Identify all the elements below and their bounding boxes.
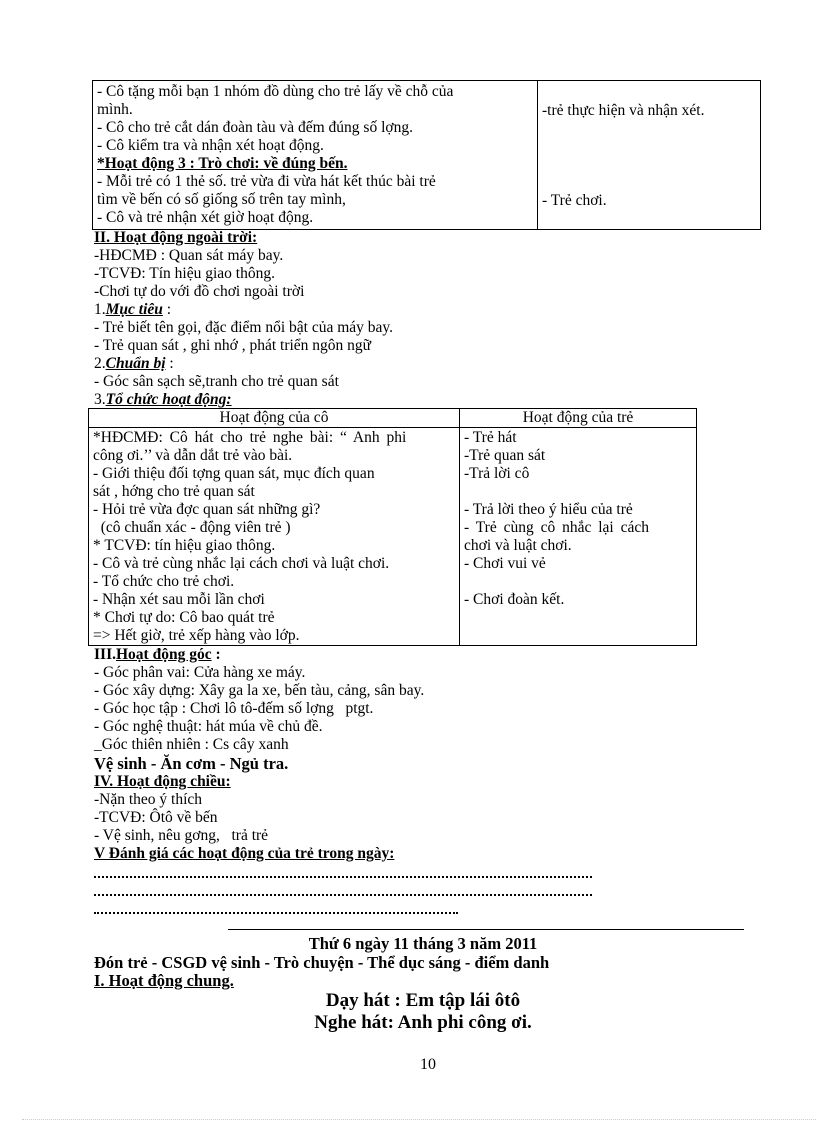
page-edge bbox=[22, 1119, 816, 1120]
table2-right-line: chơi và luật chơi. bbox=[464, 537, 572, 554]
header-child: Hoạt động của trẻ bbox=[460, 409, 697, 428]
evaluation-dotted-line bbox=[94, 894, 592, 896]
table2-line: - Cô và trẻ cùng nhắc lại cách chơi và luật chơi. bbox=[93, 555, 390, 572]
section2-line: -TCVĐ: Tín hiệu giao thông. bbox=[94, 265, 275, 282]
section3-heading bbox=[94, 646, 754, 664]
goal-colon: : bbox=[162, 301, 172, 318]
page-number: 10 bbox=[420, 1056, 436, 1073]
table2-line: - Hỏi trẻ vừa đợc quan sát những gì? bbox=[93, 501, 321, 518]
table2-right-line: - Trả lời theo ý hiểu của trẻ bbox=[464, 501, 633, 518]
table1-right-line: - Trẻ chơi. bbox=[542, 192, 607, 209]
header-teacher: Hoạt động của cô bbox=[89, 409, 460, 428]
table2-right-line: -Trả lời cô bbox=[464, 465, 530, 482]
evaluation-dotted-line bbox=[94, 912, 458, 914]
teacher-activities-cell bbox=[93, 81, 538, 230]
goal-heading bbox=[94, 301, 754, 319]
afternoon-line: -TCVĐ: Ôtô về bến bbox=[94, 809, 218, 826]
table1-line: - Cô cho trẻ cắt dán đoàn tàu và đếm đúng số lợng. bbox=[97, 119, 413, 136]
afternoon-line: - Vệ sinh, nêu gơng, trả trẻ bbox=[94, 827, 269, 844]
table2-line: - Giới thiệu đối tợng quan sát, mục đích quan bbox=[93, 465, 375, 482]
activity3-title: *Hoạt động 3 : Trò chơi: về đúng bến. bbox=[97, 155, 348, 172]
table1-line: - Cô kiểm tra và nhận xét hoạt động. bbox=[97, 137, 324, 154]
prep-number: 2. bbox=[94, 355, 106, 372]
table2-right-line: - Chơi vui vẻ bbox=[464, 555, 546, 572]
goal-line: - Trẻ quan sát , ghi nhớ , phát triển ngôn ngữ bbox=[94, 337, 372, 354]
evaluation-dotted-line bbox=[94, 876, 592, 878]
table1-line: - Cô tặng mỗi bạn 1 nhóm đồ dùng cho trẻ lấy về chỗ của bbox=[97, 83, 454, 100]
hygiene-line: Vệ sinh - Ăn cơm - Ngủ tra. bbox=[94, 754, 289, 773]
lesson-subtitle: Nghe hát: Anh phi công ơi. bbox=[314, 1012, 532, 1033]
section2-line: -HĐCMĐ : Quan sát máy bay. bbox=[94, 247, 284, 264]
prep-heading bbox=[94, 355, 754, 373]
table1-line: tìm về bến có số giống số trên tay mình, bbox=[97, 191, 346, 208]
section4-heading: IV. Hoạt động chiều: bbox=[94, 773, 231, 790]
section-divider bbox=[228, 929, 744, 930]
corner-line: - Góc phân vai: Cửa hàng xe máy. bbox=[94, 664, 306, 681]
section2-heading: II. Hoạt động ngoài trời: bbox=[94, 229, 258, 246]
day-title: Thứ 6 ngày 11 tháng 3 năm 2011 bbox=[308, 934, 538, 953]
section2-line: -Chơi tự do với đồ chơi ngoài trời bbox=[94, 283, 305, 300]
table2-line: * Chơi tự do: Cô bao quát trẻ bbox=[93, 609, 275, 626]
teacher-activities-cell bbox=[89, 428, 460, 646]
section3-colon: : bbox=[211, 646, 221, 663]
table1-right-line: -trẻ thực hiện và nhận xét. bbox=[542, 102, 705, 119]
org-title: Tổ chức hoạt động: bbox=[105, 391, 232, 408]
corner-line: - Góc nghệ thuật: hát múa về chủ đề. bbox=[94, 718, 323, 735]
table1-line: - Mỗi trẻ có 1 thẻ số. trẻ vừa đi vừa hát kết thúc bài trẻ bbox=[97, 173, 436, 190]
table1-line: - Cô và trẻ nhận xét giờ hoạt động. bbox=[97, 209, 314, 226]
table2-line: * TCVĐ: tín hiệu giao thông. bbox=[93, 537, 276, 554]
section3-title: Hoạt động góc bbox=[115, 646, 212, 663]
table2-line: => Hết giờ, trẻ xếp hàng vào lớp. bbox=[93, 627, 300, 644]
child-activities-cell bbox=[538, 81, 761, 230]
child-activities-cell bbox=[460, 428, 697, 646]
prep-line: - Góc sân sạch sẽ,tranh cho trẻ quan sát bbox=[94, 373, 339, 390]
table2-right-line: -Trẻ quan sát bbox=[464, 447, 546, 464]
table2-line: sát , hớng cho trẻ quan sát bbox=[93, 483, 255, 500]
table2-right-line: - Trẻ cùng cô nhắc lại cách bbox=[464, 519, 649, 536]
table2-line: công ơi.’’ và dẫn dắt trẻ vào bài. bbox=[93, 447, 293, 464]
general-activity-heading: I. Hoạt động chung. bbox=[94, 971, 234, 990]
org-heading bbox=[94, 391, 754, 409]
afternoon-line: -Nặn theo ý thích bbox=[94, 791, 203, 808]
table2-line: - Nhận xét sau mỗi lần chơi bbox=[93, 591, 265, 608]
section3-number: III. bbox=[94, 646, 116, 663]
prep-colon: : bbox=[165, 355, 174, 372]
goal-line: - Trẻ biết tên gọi, đặc điểm nổi bật của máy bay. bbox=[94, 319, 394, 336]
corner-line: - Góc xây dựng: Xây ga la xe, bến tàu, cảng, sân bay. bbox=[94, 682, 425, 699]
table1-line: mình. bbox=[97, 101, 133, 118]
outdoor-section bbox=[94, 229, 754, 409]
activity-table-continued bbox=[92, 80, 761, 230]
goal-title: Mục tiêu bbox=[105, 301, 163, 318]
table2-line: - Tổ chức cho trẻ chơi. bbox=[93, 573, 235, 590]
corner-section bbox=[94, 646, 754, 863]
lesson-title: Dạy hát : Em tập lái ôtô bbox=[325, 990, 521, 1011]
outdoor-activity-table bbox=[88, 408, 697, 646]
table2-line: (cô chuẩn xác - động viên trẻ ) bbox=[93, 519, 291, 536]
section5-heading: V Đánh giá các hoạt động của trẻ trong ngày: bbox=[94, 845, 395, 862]
org-number: 3. bbox=[94, 391, 106, 408]
prep-title: Chuẩn bị bbox=[105, 355, 166, 372]
table2-right-line: - Chơi đoàn kết. bbox=[464, 591, 565, 608]
table2-line: *HĐCMĐ: Cô hát cho trẻ nghe bài: “ Anh phi bbox=[93, 429, 407, 446]
goal-number: 1. bbox=[94, 301, 106, 318]
corner-line: - Góc học tập : Chơi lô tô-đếm số lợng ptgt. bbox=[94, 700, 374, 717]
day-subtitle: Đón trẻ - CSGD vệ sinh - Trò chuyện - Thể dục sáng - điểm danh bbox=[94, 953, 550, 972]
table2-right-line: - Trẻ hát bbox=[464, 429, 517, 446]
corner-line: _Góc thiên nhiên : Cs cây xanh bbox=[94, 736, 289, 753]
